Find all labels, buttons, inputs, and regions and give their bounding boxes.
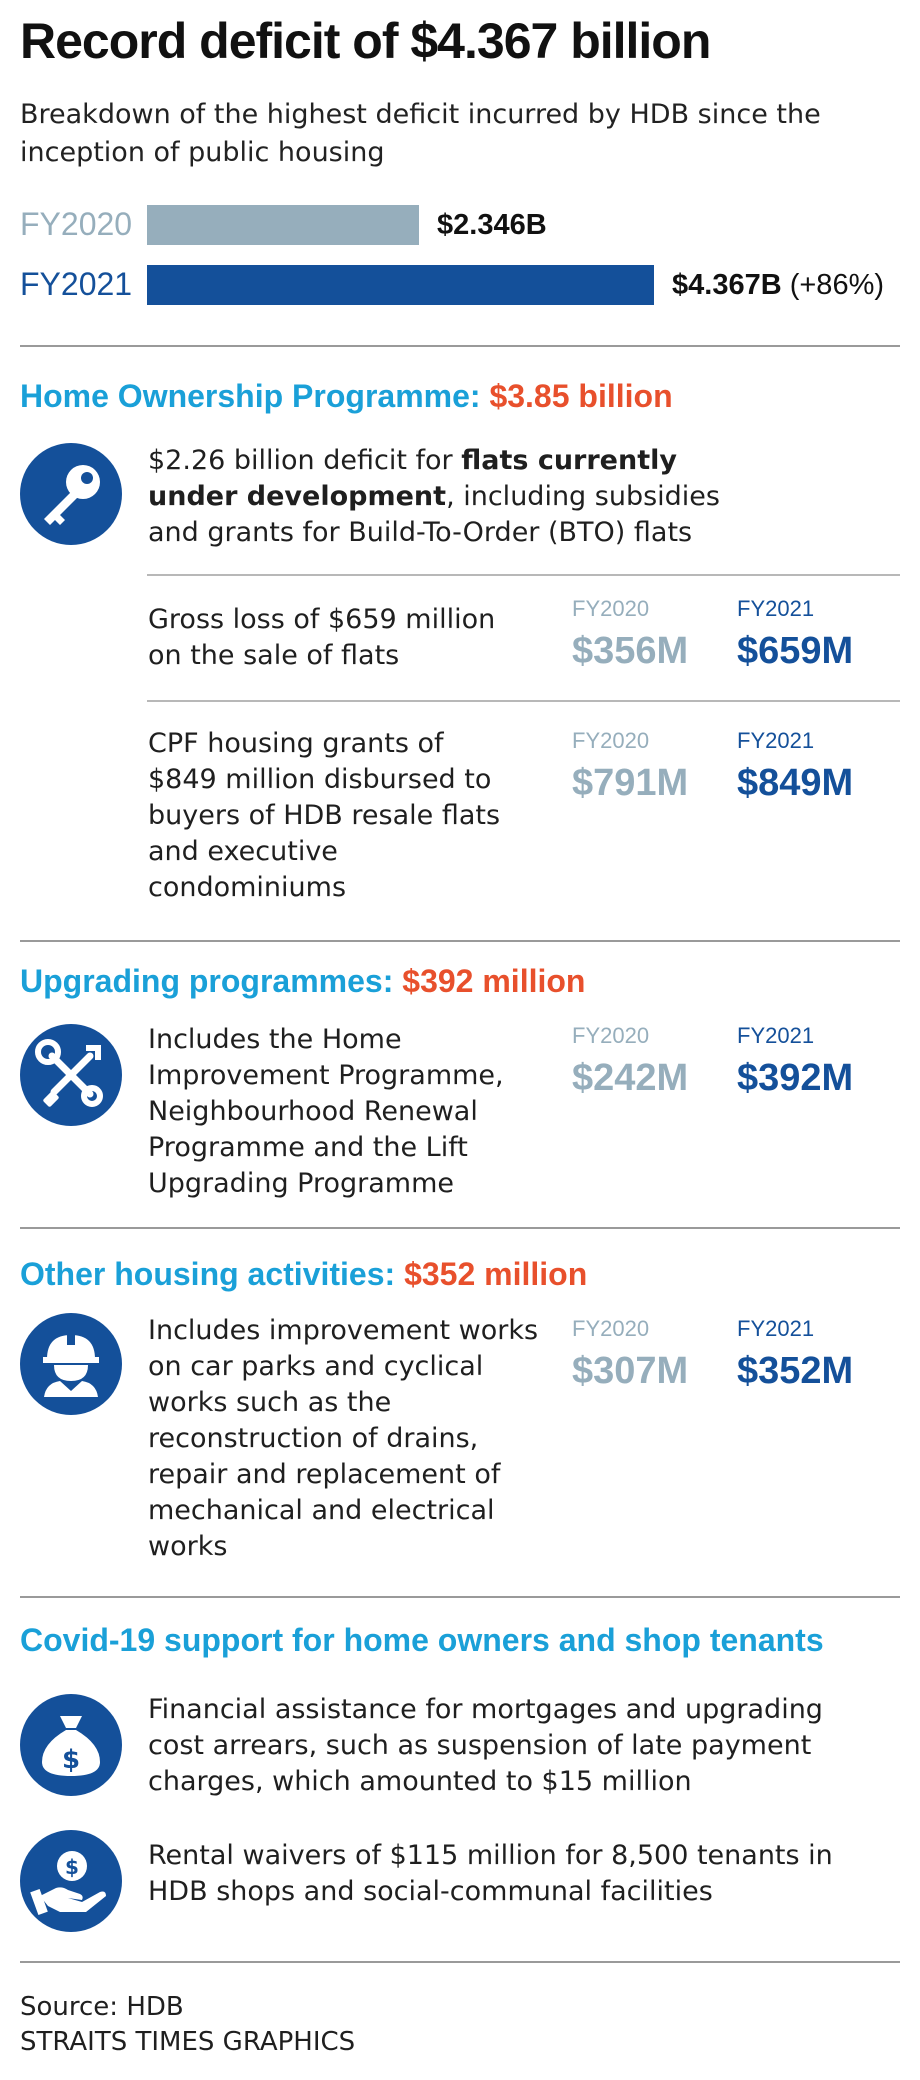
section-heading-upgrading: Upgrading programmes: $392 million	[20, 963, 586, 999]
divider	[20, 940, 900, 942]
upgrading-fy2020-value: $242M	[572, 1057, 689, 1099]
bar-value-fy2020: $2.346B	[437, 209, 547, 241]
divider	[20, 345, 900, 347]
bar-fy2021	[147, 265, 654, 305]
svg-text:$: $	[65, 1855, 79, 1879]
covid-item-1-text: Financial assistance for mortgages and upgrading cost arrears, such as suspension of late payment charges, which amounted to $15 million	[148, 1694, 823, 1797]
bar-fy2020	[147, 205, 419, 245]
hop-row-1-fy2020-label: FY2020	[572, 596, 650, 621]
divider	[20, 1227, 900, 1229]
hop-row-2-text: CPF housing grants of $849 million disbursed to buyers of HDB resale flats and executive condominiums	[148, 728, 501, 903]
divider	[147, 700, 900, 702]
other-text: Includes improvement works on car parks and cyclical works such as the reconstruction of drains, repair and replacement of mechanical and electrical works	[148, 1315, 539, 1562]
hop-row-2-fy2020-label: FY2020	[572, 728, 650, 753]
svg-text:$: $	[61, 1745, 81, 1775]
bar-change-label: (+86%)	[789, 269, 885, 301]
upgrading-fy2021-label: FY2021	[737, 1023, 815, 1048]
source-note: Source: HDB	[20, 1992, 184, 2022]
hop-row-2-fy2021-value: $849M	[737, 762, 854, 804]
divider	[20, 1961, 900, 1963]
hop-row-1-fy2021-label: FY2021	[737, 596, 815, 621]
money-bag-icon	[20, 1694, 122, 1796]
page-title: Record deficit of $4.367 billion	[20, 13, 711, 69]
worker-icon	[20, 1313, 122, 1415]
hand-coin-icon	[20, 1830, 122, 1932]
key-icon	[20, 443, 122, 545]
bar-label-fy2020: FY2020	[20, 206, 133, 242]
section-heading-covid: Covid-19 support for home owners and shop tenants	[20, 1622, 824, 1658]
other-fy2020-label: FY2020	[572, 1316, 650, 1341]
hop-row-1-fy2021-value: $659M	[737, 630, 854, 672]
upgrading-fy2021-value: $392M	[737, 1057, 854, 1099]
other-fy2021-value: $352M	[737, 1350, 854, 1392]
subtitle: Breakdown of the highest deficit incurred by HDB since the inception of public housing	[20, 99, 821, 168]
tools-icon	[20, 1024, 122, 1126]
bar-label-fy2021: FY2021	[20, 266, 133, 302]
bar-value-fy2021: $4.367B (+86%)	[672, 269, 885, 301]
section-heading-hop: Home Ownership Programme: $3.85 billion	[20, 378, 673, 414]
hop-row-1-text: Gross loss of $659 million on the sale of flats	[148, 604, 496, 671]
covid-item-2-text: Rental waivers of $115 million for 8,500 tenants in HDB shops and social-communal facilities	[148, 1840, 833, 1907]
hop-row-2-fy2021-label: FY2021	[737, 728, 815, 753]
hop-row-1-fy2020-value: $356M	[572, 630, 689, 672]
hop-intro: $2.26 billion deficit for flats currently under development, including subsidies and grants for Build-To-Order (BTO) flats	[148, 445, 720, 548]
other-fy2021-label: FY2021	[737, 1316, 815, 1341]
hop-row-2-fy2020-value: $791M	[572, 762, 689, 804]
section-heading-other: Other housing activities: $352 million	[20, 1256, 588, 1292]
credit: STRAITS TIMES GRAPHICS	[20, 2027, 356, 2057]
divider	[147, 574, 900, 576]
upgrading-fy2020-label: FY2020	[572, 1023, 650, 1048]
other-fy2020-value: $307M	[572, 1350, 689, 1392]
upgrading-text: Includes the Home Improvement Programme, Neighbourhood Renewal Programme and the Lift Upgrading Programme	[148, 1024, 504, 1199]
divider	[20, 1596, 900, 1598]
